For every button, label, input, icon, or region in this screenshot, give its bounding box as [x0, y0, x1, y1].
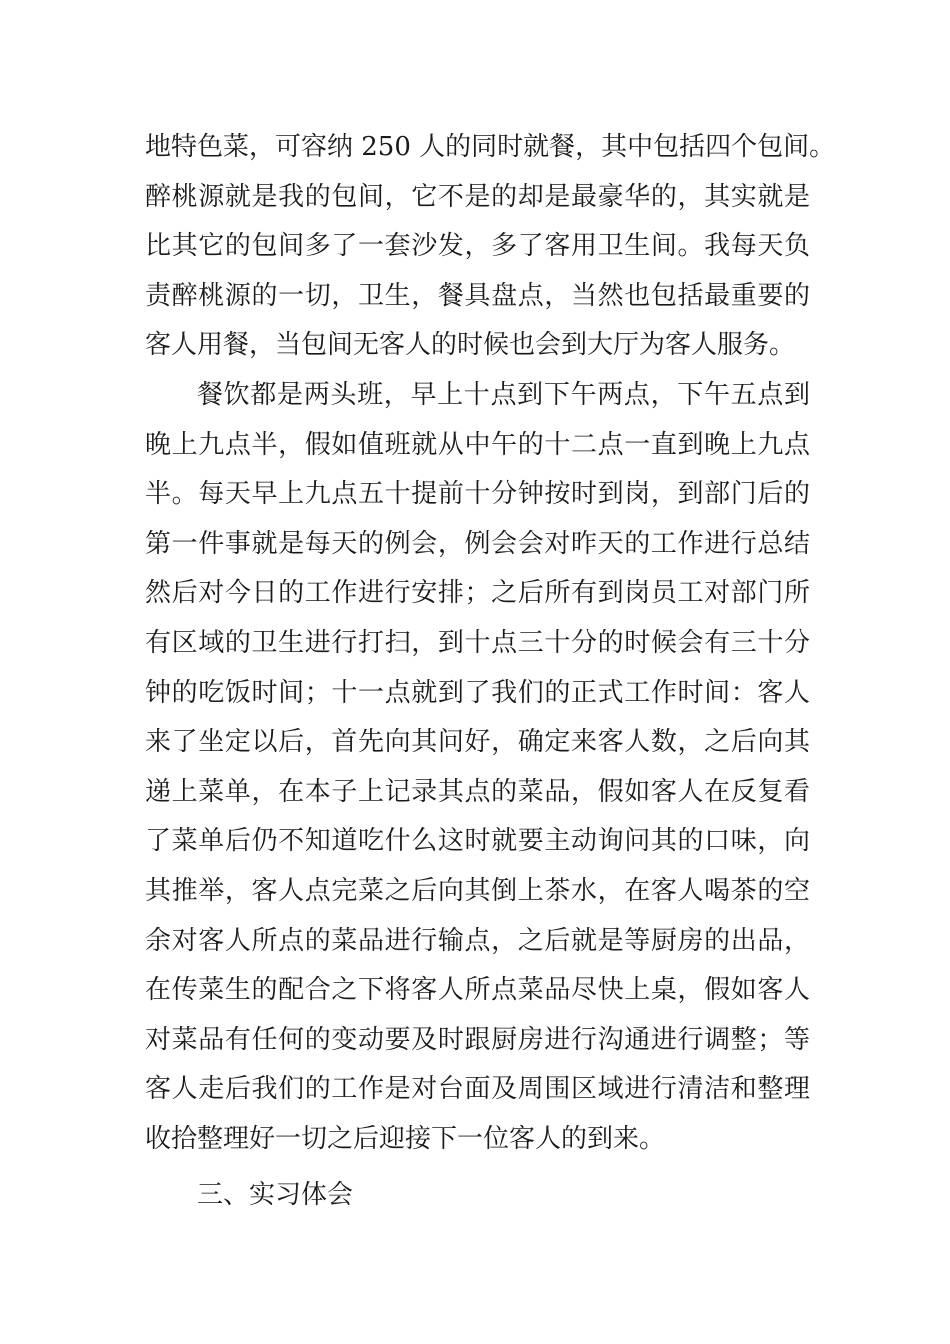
- text-line: 钟的吃饭时间；十一点就到了我们的正式工作时间：客人: [145, 677, 810, 708]
- text-line: 了菜单后仍不知道吃什么这时就要主动询问其的口味，向: [145, 826, 810, 857]
- text-line: 其推举，客人点完菜之后向其倒上茶水，在客人喝茶的空: [145, 875, 810, 906]
- text-line: 递上菜单，在本子上记录其点的菜品，假如客人在反复看: [145, 776, 810, 807]
- text-line: 在传菜生的配合之下将客人所点菜品尽快上桌，假如客人: [145, 975, 810, 1006]
- section-heading: 三、实习体会: [197, 1180, 354, 1210]
- text-line: 餐饮都是两头班，早上十点到下午两点，下午五点到: [197, 379, 810, 410]
- text-line: 收拾整理好一切之后迎接下一位客人的到来。: [145, 1123, 666, 1154]
- text-line: 责醉桃源的一切，卫生，餐具盘点，当然也包括最重要的: [145, 280, 810, 311]
- text-line: 晚上九点半，假如值班就从中午的十二点一直到晚上九点: [145, 429, 810, 460]
- text-line: 来了坐定以后，首先向其问好，确定来客人数，之后向其: [145, 727, 810, 758]
- body-text: [145, 123, 836, 1164]
- text-line: 有区域的卫生进行打扫，到十点三十分的时候会有三十分: [145, 627, 810, 658]
- text-line: 第一件事就是每天的例会，例会会对昨天的工作进行总结: [145, 528, 810, 559]
- text-line: 客人走后我们的工作是对台面及周围区域进行清洁和整理: [145, 1074, 810, 1105]
- text-line: 余对客人所点的菜品进行输点，之后就是等厨房的出品，: [145, 925, 810, 956]
- text-line: 半。每天早上九点五十提前十分钟按时到岗，到部门后的: [145, 479, 810, 510]
- text-line: 然后对今日的工作进行安排；之后所有到岗员工对部门所: [145, 578, 810, 609]
- text-line: 比其它的包间多了一套沙发，多了客用卫生间。我每天负: [145, 231, 810, 262]
- text-line: 地特色菜，可容纳 250 人的同时就餐，其中包括四个包间。: [145, 132, 836, 162]
- text-line: 对菜品有任何的变动要及时跟厨房进行沟通进行调整；等: [145, 1024, 810, 1055]
- text-line: 客人用餐，当包间无客人的时候也会到大厅为客人服务。: [145, 330, 796, 361]
- text-line: 醉桃源就是我的包间，它不是的却是最豪华的，其实就是: [145, 181, 810, 212]
